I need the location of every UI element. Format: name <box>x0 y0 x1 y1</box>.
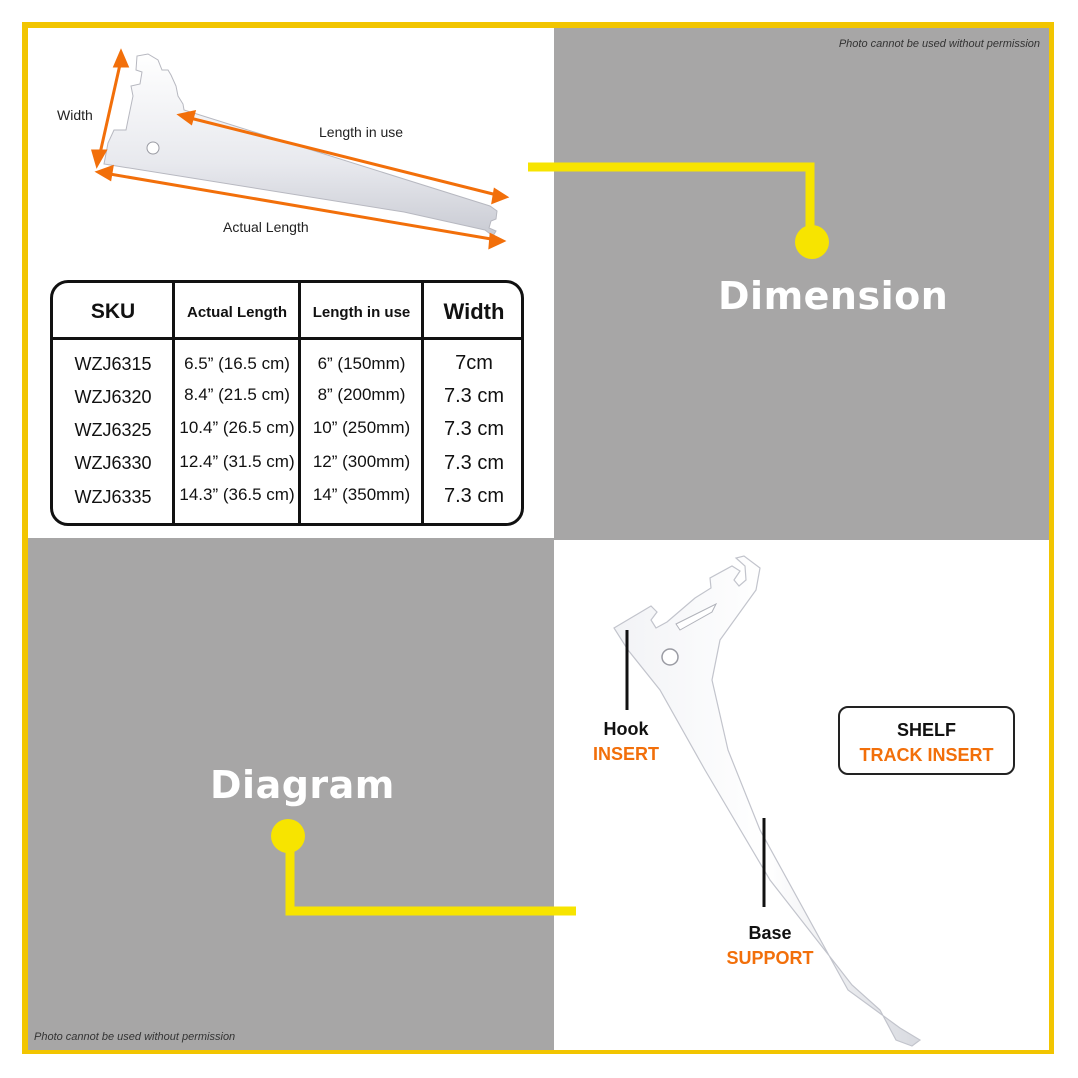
watermark-top: Photo cannot be used without permission <box>838 38 1040 50</box>
cell-sku: WZJ6315 <box>74 354 152 374</box>
cell-actual-length: 8.4” (21.5 cm) <box>184 385 290 404</box>
cell-sku: WZJ6320 <box>74 387 152 407</box>
table-header-length-in-use: Length in use <box>312 303 411 321</box>
actual-length-dimension-label: Actual Length <box>223 219 309 235</box>
length-in-use-dimension-label: Length in use <box>319 124 404 140</box>
cell-width: 7.3 cm <box>443 418 505 440</box>
cell-actual-length: 14.3” (36.5 cm) <box>179 485 295 504</box>
shelf-track-insert-label <box>838 706 1015 775</box>
table-header-width: Width <box>443 299 505 324</box>
base-support-label <box>712 921 828 971</box>
table-header-actual-length: Actual Length <box>187 303 287 321</box>
shelf-label-line2: TRACK INSERT <box>859 745 994 765</box>
cell-length-in-use: 10” (250mm) <box>312 418 411 437</box>
cell-actual-length: 6.5” (16.5 cm) <box>184 354 290 373</box>
cell-actual-length: 10.4” (26.5 cm) <box>179 418 295 437</box>
diagram-heading: Diagram <box>210 763 395 807</box>
cell-actual-length: 12.4” (31.5 cm) <box>179 452 295 471</box>
hook-label-line2: INSERT <box>592 744 659 764</box>
table-header-sku: SKU <box>90 300 136 323</box>
cell-width: 7cm <box>455 352 493 374</box>
cell-length-in-use: 8” (200mm) <box>317 385 406 404</box>
base-label-line2: SUPPORT <box>726 948 814 968</box>
width-dimension-label: Width <box>57 107 93 123</box>
cell-length-in-use: 6” (150mm) <box>317 354 406 373</box>
shelf-label-line1: SHELF <box>896 720 956 740</box>
hook-label-line1: Hook <box>603 719 649 739</box>
cell-width: 7.3 cm <box>443 485 505 507</box>
hook-insert-label <box>586 717 666 767</box>
cell-sku: WZJ6335 <box>74 487 152 507</box>
base-label-line1: Base <box>748 923 792 943</box>
cell-length-in-use: 14” (350mm) <box>312 485 411 504</box>
watermark-bottom: Photo cannot be used without permission <box>34 1031 236 1043</box>
dimension-heading: Dimension <box>718 274 949 318</box>
cell-width: 7.3 cm <box>443 452 505 474</box>
cell-sku: WZJ6325 <box>74 420 152 440</box>
cell-width: 7.3 cm <box>443 385 505 407</box>
cell-sku: WZJ6330 <box>74 453 152 473</box>
cell-length-in-use: 12” (300mm) <box>312 452 411 471</box>
